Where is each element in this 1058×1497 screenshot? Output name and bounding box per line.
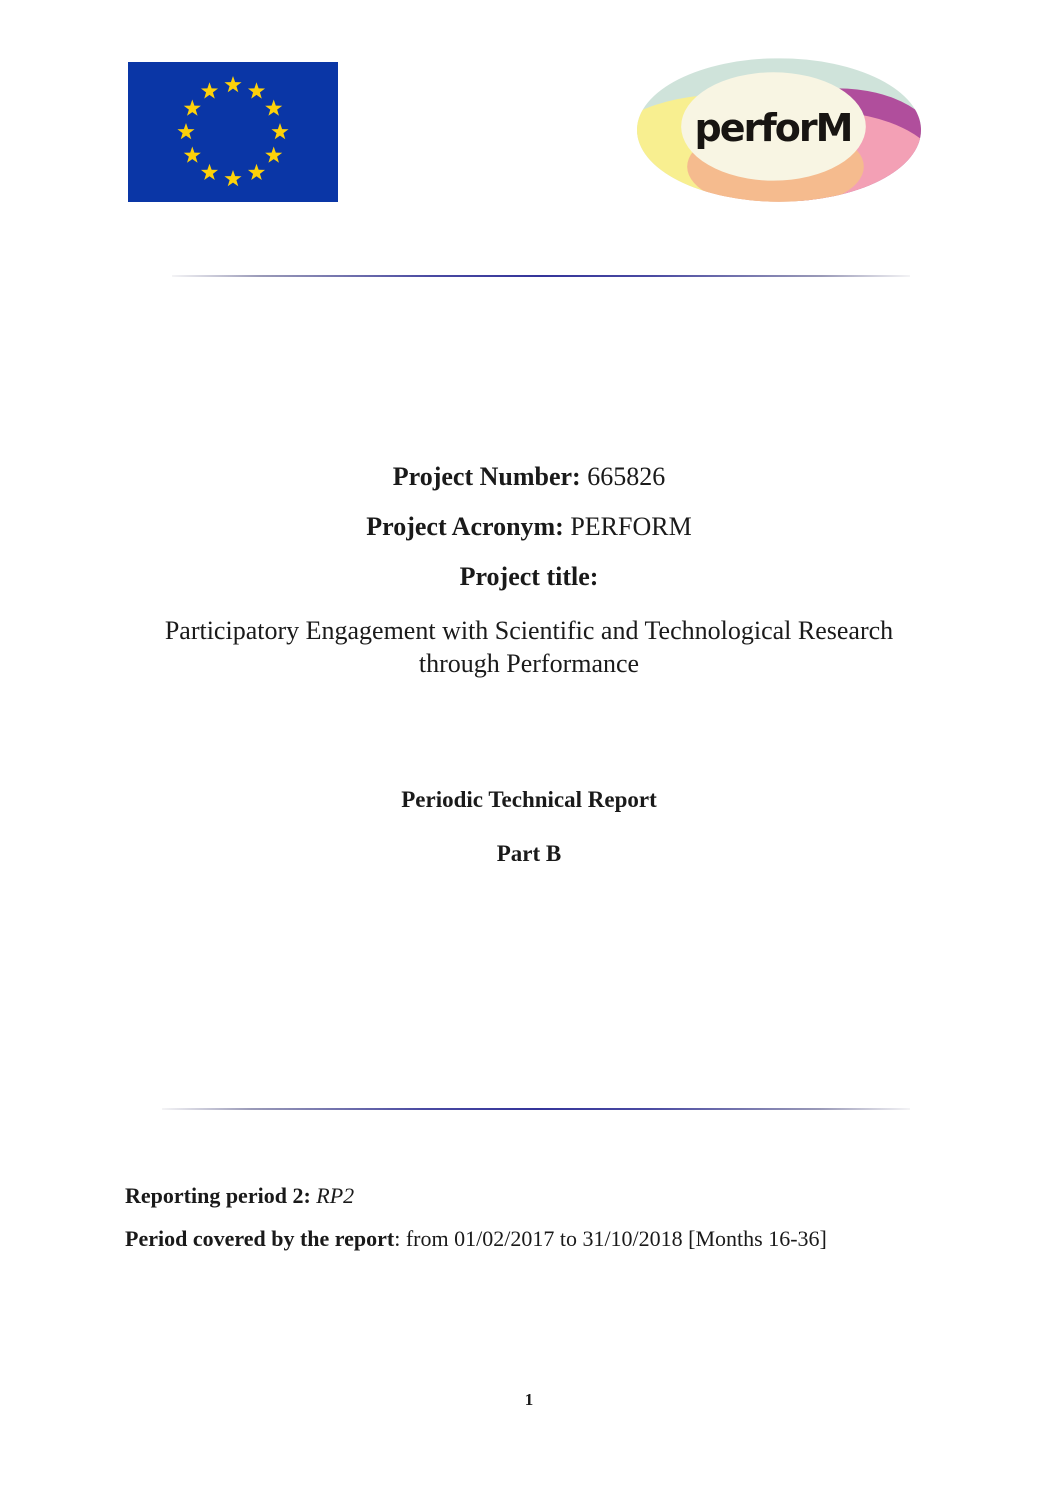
project-number-value: 665826 (580, 462, 666, 491)
project-number-line (0, 462, 1058, 492)
perform-logo (637, 58, 921, 202)
perform-logo-text: perforM (694, 106, 852, 150)
eu-flag (128, 62, 338, 202)
project-acronym-label: Project Acronym: (366, 512, 564, 541)
project-number-label: Project Number: (392, 462, 581, 491)
project-title-label: Project title: (459, 562, 599, 591)
period-covered-line (125, 1226, 827, 1252)
top-divider (172, 275, 910, 277)
project-acronym-value: PERFORM (563, 512, 692, 541)
page-number: 1 (524, 1390, 534, 1409)
report-part: Part B (496, 841, 562, 866)
project-acronym-line (0, 512, 1058, 542)
reporting-period-line (125, 1183, 354, 1209)
reporting-period-value: RP2 (310, 1183, 355, 1208)
report-title: Periodic Technical Report (401, 787, 657, 812)
bottom-divider (162, 1108, 910, 1110)
period-covered-value: : from 01/02/2017 to 31/10/2018 [Months 16-36] (394, 1226, 827, 1251)
reporting-period-label: Reporting period 2: (125, 1183, 311, 1208)
project-title: Participatory Engagement with Scientific and Technological Research through Performance (164, 616, 894, 678)
period-covered-label: Period covered by the report (125, 1226, 395, 1251)
